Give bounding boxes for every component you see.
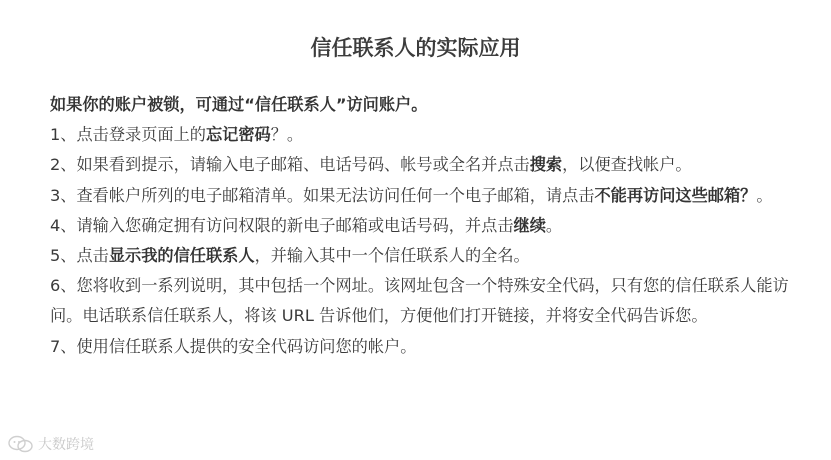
step-5-text: 5、点击	[50, 246, 109, 266]
intro-text: 如果你的账户被锁，可通过“信任联系人”访问账户。	[50, 95, 428, 114]
step-3-tail: 。	[756, 185, 773, 205]
step-1-bold: 忘记密码	[206, 125, 271, 145]
step-2-tail: ，以便查找帐户。	[562, 155, 692, 175]
step-4	[50, 211, 790, 241]
step-3-bold: 不能再访问这些邮箱？	[594, 185, 757, 205]
step-2-bold: 搜索	[529, 155, 563, 175]
step-7	[50, 332, 790, 362]
step-7-text: 7、使用信任联系人提供的安全代码访问您的帐户。	[50, 336, 417, 356]
step-5	[50, 241, 790, 271]
watermark	[8, 434, 94, 454]
step-3	[50, 181, 790, 211]
wechat-bubble-icon	[8, 435, 34, 453]
slide-title: 信任联系人的实际应用	[310, 36, 521, 60]
step-1-text: 1、点击登录页面上的	[50, 125, 206, 145]
step-1	[50, 120, 790, 150]
watermark-text: 大数跨境	[38, 437, 94, 453]
step-4-bold: 继续	[513, 215, 546, 235]
step-6	[50, 271, 790, 331]
step-4-tail: 。	[545, 215, 563, 235]
step-2	[50, 150, 790, 180]
step-3-text: 3、查看帐户所列的电子邮箱清单。如果无法访问任何一个电子邮箱，请点击	[50, 185, 595, 205]
step-2-text: 2、如果看到提示，请输入电子邮箱、电话号码、帐号或全名并点击	[50, 155, 530, 175]
step-1-tail: ？。	[270, 125, 304, 145]
content-body	[50, 90, 790, 362]
step-4-text: 4、请输入您确定拥有访问权限的新电子邮箱或电话号码，并点击	[50, 215, 514, 235]
step-5-bold: 显示我的信任联系人	[108, 246, 255, 266]
step-5-tail: ，并输入其中一个信任联系人的全名。	[254, 246, 530, 266]
step-6-text: 6、您将收到一系列说明，其中包括一个网址。该网址包含一个特殊安全代码，只有您的信任联系人能访问。电话联系信任联系人，将该 URL 告诉他们，方便他们打开链接，并将安全代码告诉您。	[50, 276, 789, 326]
